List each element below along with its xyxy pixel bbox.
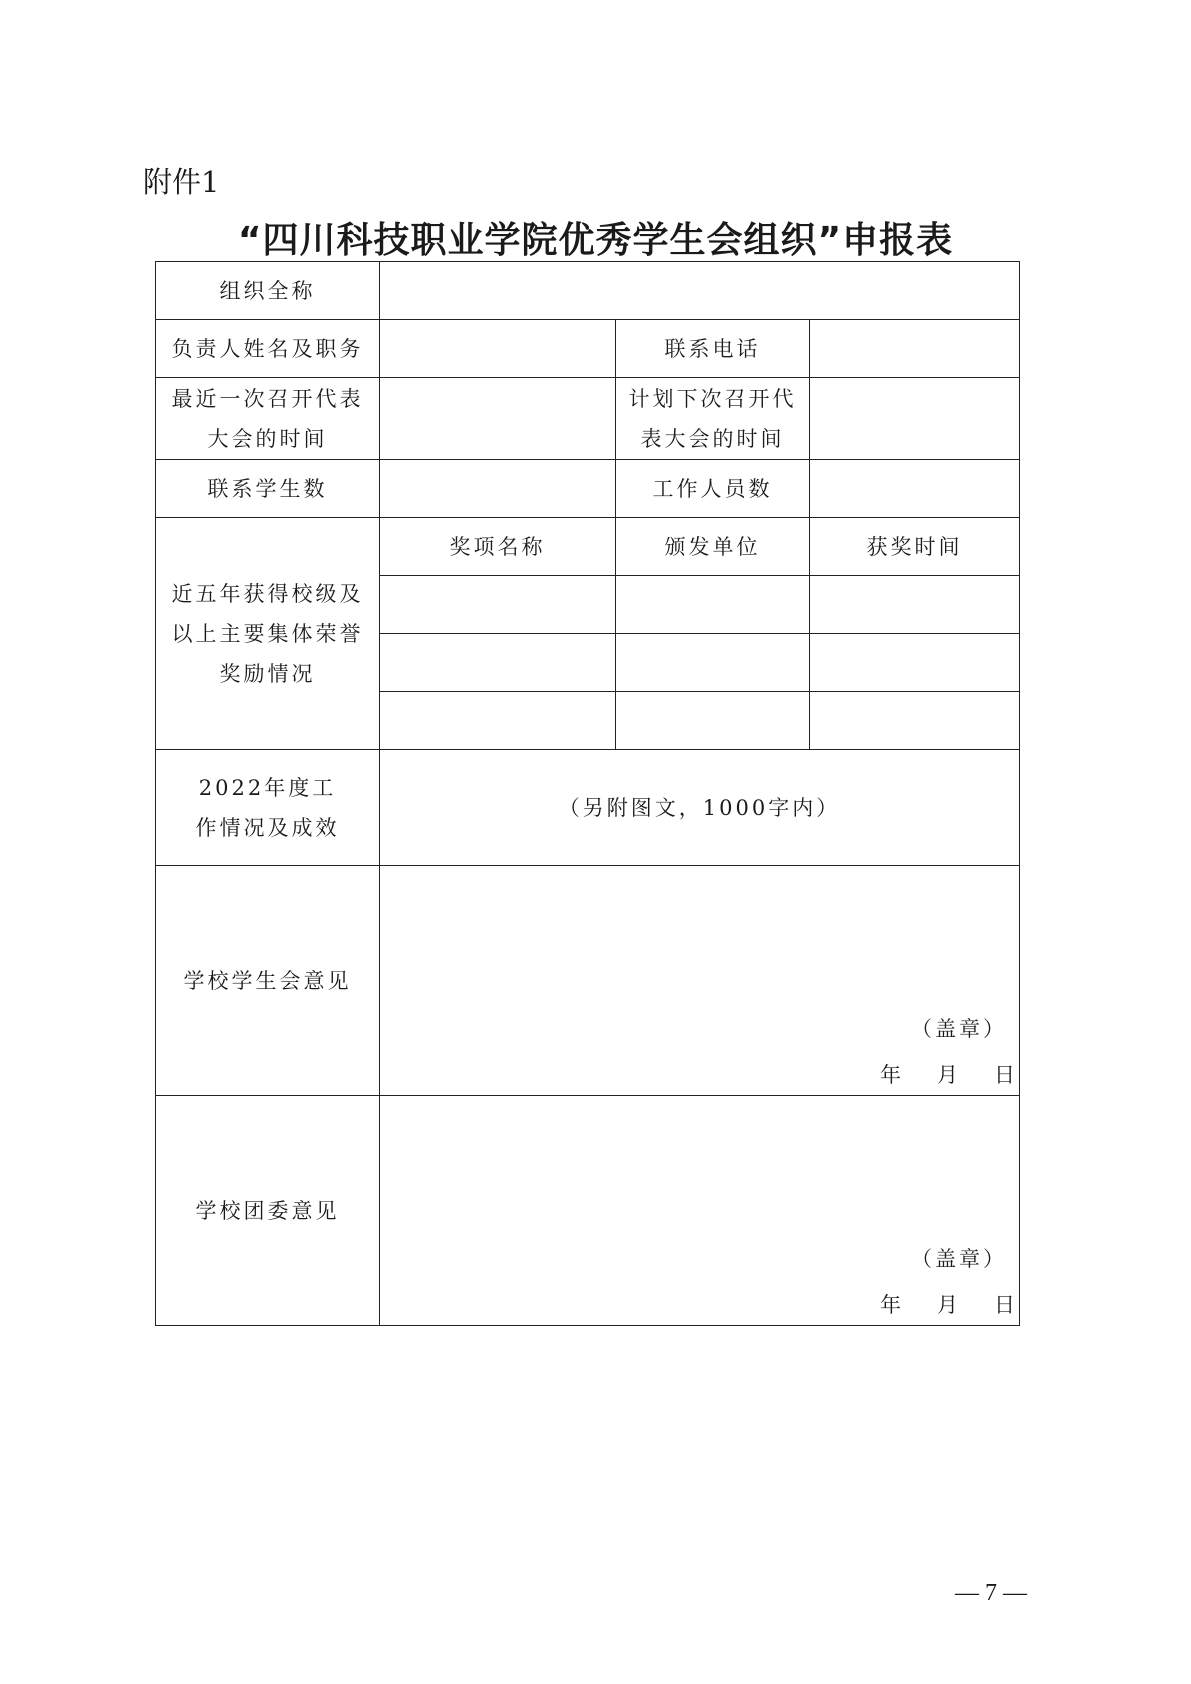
league-opinion-label: 学校团委意见 — [156, 1096, 380, 1326]
work-label-text: 2022年度工作情况及成效 — [195, 775, 340, 840]
award-name-field[interactable] — [380, 692, 616, 750]
staff-field[interactable] — [810, 460, 1020, 518]
award-name-field[interactable] — [380, 634, 616, 692]
students-label: 联系学生数 — [156, 460, 380, 518]
work-note[interactable]: （另附图文，1000字内） — [380, 750, 1020, 866]
date-day: 日 — [994, 1063, 1016, 1087]
award-date-field[interactable] — [810, 634, 1020, 692]
date-day: 日 — [994, 1293, 1016, 1317]
row-org-name — [156, 262, 1020, 320]
date-month: 月 — [937, 1293, 959, 1317]
attachment-label: 附件1 — [143, 165, 220, 199]
phone-label: 联系电话 — [616, 320, 810, 378]
award-date-field[interactable] — [810, 692, 1020, 750]
row-counts — [156, 460, 1020, 518]
union-date — [880, 1061, 1015, 1089]
union-seal-text: （盖章） — [911, 1017, 1008, 1041]
row-awards-header — [156, 518, 1020, 576]
last-congress-label-text: 最近一次召开代表大会的时间 — [171, 386, 364, 451]
last-congress-field[interactable] — [380, 378, 616, 460]
next-congress-field[interactable] — [810, 378, 1020, 460]
leader-field[interactable] — [380, 320, 616, 378]
award-issuer-field[interactable] — [616, 634, 810, 692]
form-title: “四川科技职业学院优秀学生会组织”申报表 — [237, 220, 954, 261]
awards-label — [156, 518, 380, 750]
students-field[interactable] — [380, 460, 616, 518]
date-month: 月 — [937, 1063, 959, 1087]
row-leader — [156, 320, 1020, 378]
work-label — [156, 750, 380, 866]
award-issuer-field[interactable] — [616, 692, 810, 750]
award-name-field[interactable] — [380, 576, 616, 634]
union-opinion-field[interactable] — [380, 866, 1020, 1096]
date-year: 年 — [880, 1293, 902, 1317]
league-date — [880, 1291, 1015, 1319]
phone-field[interactable] — [810, 320, 1020, 378]
award-issuer-field[interactable] — [616, 576, 810, 634]
next-congress-label — [616, 378, 810, 460]
awards-header-issuer: 颁发单位 — [616, 518, 810, 576]
org-name-field[interactable] — [380, 262, 1020, 320]
next-congress-label-text: 计划下次召开代表大会的时间 — [628, 386, 797, 451]
awards-label-text: 近五年获得校级及以上主要集体荣誉奖励情况 — [171, 581, 364, 686]
awards-header-date: 获奖时间 — [810, 518, 1020, 576]
league-seal-text: （盖章） — [911, 1247, 1008, 1271]
row-union-opinion — [156, 866, 1020, 1096]
last-congress-label — [156, 378, 380, 460]
league-opinion-field[interactable] — [380, 1096, 1020, 1326]
org-name-label: 组织全称 — [156, 262, 380, 320]
date-year: 年 — [880, 1063, 902, 1087]
awards-header-name: 奖项名称 — [380, 518, 616, 576]
application-form-table — [155, 261, 1020, 1326]
row-congress — [156, 378, 1020, 460]
page-number: — 7 — — [955, 1580, 1027, 1606]
staff-label: 工作人员数 — [616, 460, 810, 518]
row-work — [156, 750, 1020, 866]
award-date-field[interactable] — [810, 576, 1020, 634]
row-league-opinion — [156, 1096, 1020, 1326]
leader-label: 负责人姓名及职务 — [156, 320, 380, 378]
union-opinion-label: 学校学生会意见 — [156, 866, 380, 1096]
